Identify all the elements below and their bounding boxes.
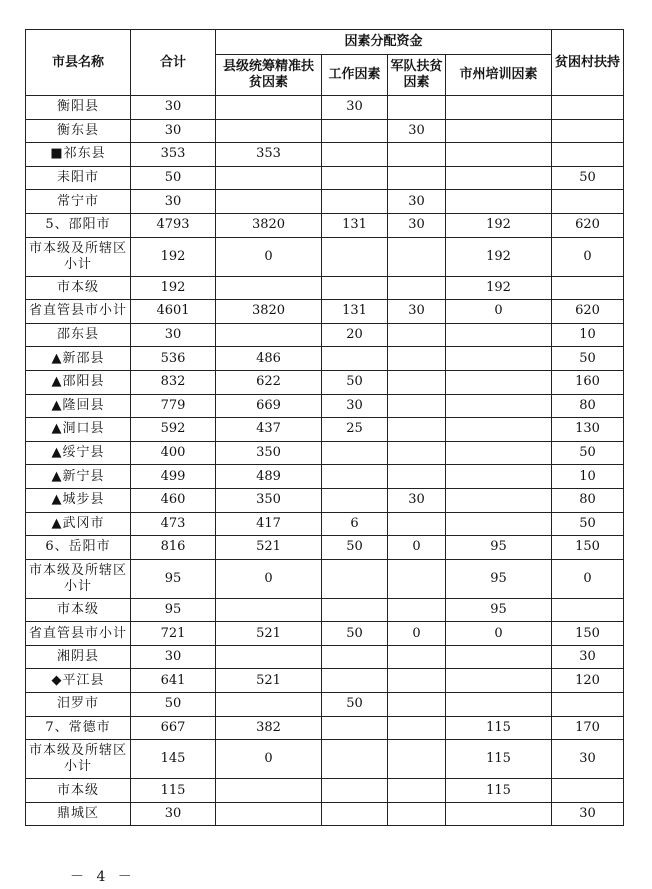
cell-name: 湘阴县	[26, 645, 131, 669]
cell-village: 50	[552, 512, 624, 536]
cell-county	[216, 645, 322, 669]
cell-training: 0	[446, 300, 552, 324]
cell-village	[552, 276, 624, 300]
cell-army	[388, 418, 446, 442]
cell-work	[322, 740, 388, 779]
cell-work: 131	[322, 300, 388, 324]
table-row	[26, 740, 624, 779]
cell-work: 30	[322, 394, 388, 418]
cell-army	[388, 370, 446, 394]
cell-total: 50	[131, 693, 216, 717]
cell-total: 192	[131, 276, 216, 300]
cell-village: 30	[552, 740, 624, 779]
cell-work: 6	[322, 512, 388, 536]
cell-village	[552, 190, 624, 214]
cell-training: 192	[446, 237, 552, 276]
cell-county: 669	[216, 394, 322, 418]
page-number: － 4 －	[70, 869, 136, 885]
cell-county	[216, 323, 322, 347]
cell-village	[552, 693, 624, 717]
table-row	[26, 418, 624, 442]
cell-army	[388, 802, 446, 826]
cell-county: 3820	[216, 213, 322, 237]
cell-village: 150	[552, 622, 624, 646]
table-row	[26, 645, 624, 669]
cell-army: 30	[388, 488, 446, 512]
table-row	[26, 693, 624, 717]
table-row	[26, 276, 624, 300]
cell-name: 衡阳县	[26, 96, 131, 120]
cell-name: ▲新邵县	[26, 347, 131, 371]
cell-name: 市本级及所辖区小计	[26, 559, 131, 598]
table-row	[26, 143, 624, 167]
cell-county	[216, 598, 322, 622]
cell-training: 95	[446, 536, 552, 560]
cell-village: 50	[552, 166, 624, 190]
cell-training	[446, 645, 552, 669]
cell-village: 620	[552, 213, 624, 237]
cell-training	[446, 119, 552, 143]
cell-total: 4793	[131, 213, 216, 237]
cell-name: ▲隆回县	[26, 394, 131, 418]
table-row	[26, 119, 624, 143]
cell-name: 市本级	[26, 276, 131, 300]
cell-county	[216, 802, 322, 826]
cell-work	[322, 237, 388, 276]
cell-total: 145	[131, 740, 216, 779]
cell-total: 115	[131, 779, 216, 803]
cell-village: 170	[552, 716, 624, 740]
table-row	[26, 598, 624, 622]
cell-county: 489	[216, 465, 322, 489]
cell-county: 521	[216, 536, 322, 560]
cell-total: 4601	[131, 300, 216, 324]
cell-county: 521	[216, 669, 322, 693]
cell-army	[388, 559, 446, 598]
cell-total: 30	[131, 645, 216, 669]
cell-village	[552, 598, 624, 622]
table-row	[26, 166, 624, 190]
cell-work	[322, 276, 388, 300]
cell-total: 816	[131, 536, 216, 560]
cell-county	[216, 166, 322, 190]
cell-army: 30	[388, 119, 446, 143]
cell-army	[388, 237, 446, 276]
cell-army	[388, 276, 446, 300]
cell-name: 市本级及所辖区小计	[26, 237, 131, 276]
cell-work	[322, 559, 388, 598]
cell-village: 80	[552, 488, 624, 512]
table-row	[26, 300, 624, 324]
cell-training	[446, 488, 552, 512]
header-factor-group: 因素分配资金	[216, 30, 552, 55]
allocation-table	[25, 29, 624, 826]
cell-work	[322, 119, 388, 143]
cell-army	[388, 96, 446, 120]
cell-name: 常宁市	[26, 190, 131, 214]
cell-work	[322, 645, 388, 669]
table-row	[26, 716, 624, 740]
cell-village: 80	[552, 394, 624, 418]
table-row	[26, 669, 624, 693]
cell-total: 641	[131, 669, 216, 693]
cell-training	[446, 669, 552, 693]
cell-total: 721	[131, 622, 216, 646]
table-row	[26, 213, 624, 237]
cell-army	[388, 716, 446, 740]
table-row	[26, 394, 624, 418]
cell-training	[446, 96, 552, 120]
table-body	[26, 96, 624, 826]
cell-army	[388, 441, 446, 465]
cell-total: 832	[131, 370, 216, 394]
cell-village: 120	[552, 669, 624, 693]
cell-county: 0	[216, 237, 322, 276]
cell-total: 499	[131, 465, 216, 489]
cell-total: 536	[131, 347, 216, 371]
cell-army	[388, 465, 446, 489]
cell-name: 省直管县市小计	[26, 622, 131, 646]
cell-name: ▲武冈市	[26, 512, 131, 536]
cell-work	[322, 143, 388, 167]
cell-training	[446, 465, 552, 489]
cell-village: 10	[552, 323, 624, 347]
cell-county	[216, 276, 322, 300]
cell-work	[322, 488, 388, 512]
table-row	[26, 559, 624, 598]
cell-total: 460	[131, 488, 216, 512]
cell-training: 192	[446, 213, 552, 237]
cell-work	[322, 190, 388, 214]
cell-village: 150	[552, 536, 624, 560]
cell-county: 417	[216, 512, 322, 536]
cell-army: 0	[388, 536, 446, 560]
table-row	[26, 488, 624, 512]
cell-work	[322, 802, 388, 826]
cell-army	[388, 166, 446, 190]
cell-work	[322, 465, 388, 489]
cell-name: 汨罗市	[26, 693, 131, 717]
cell-training	[446, 347, 552, 371]
cell-total: 30	[131, 96, 216, 120]
cell-training	[446, 370, 552, 394]
table-row	[26, 465, 624, 489]
cell-army	[388, 323, 446, 347]
cell-training	[446, 693, 552, 717]
cell-training	[446, 418, 552, 442]
cell-training: 115	[446, 740, 552, 779]
cell-work: 20	[322, 323, 388, 347]
cell-total: 30	[131, 119, 216, 143]
cell-army	[388, 645, 446, 669]
cell-total: 95	[131, 598, 216, 622]
cell-name: 6、岳阳市	[26, 536, 131, 560]
cell-village: 30	[552, 645, 624, 669]
table-row	[26, 323, 624, 347]
cell-training	[446, 190, 552, 214]
cell-name: ■祁东县	[26, 143, 131, 167]
cell-name: 市本级	[26, 598, 131, 622]
cell-work	[322, 716, 388, 740]
cell-name: ▲城步县	[26, 488, 131, 512]
table-row	[26, 779, 624, 803]
cell-county: 350	[216, 441, 322, 465]
cell-work	[322, 779, 388, 803]
cell-training	[446, 512, 552, 536]
cell-total: 50	[131, 166, 216, 190]
cell-training	[446, 323, 552, 347]
cell-name: ◆平江县	[26, 669, 131, 693]
cell-army	[388, 512, 446, 536]
cell-name: ▲邵阳县	[26, 370, 131, 394]
cell-name: 耒阳市	[26, 166, 131, 190]
cell-county: 622	[216, 370, 322, 394]
cell-training: 95	[446, 598, 552, 622]
cell-county: 0	[216, 559, 322, 598]
cell-army	[388, 143, 446, 167]
cell-county: 0	[216, 740, 322, 779]
table-row	[26, 96, 624, 120]
cell-army: 30	[388, 213, 446, 237]
cell-name: ▲洞口县	[26, 418, 131, 442]
cell-work	[322, 598, 388, 622]
cell-county: 521	[216, 622, 322, 646]
table-row	[26, 512, 624, 536]
cell-name: 市本级	[26, 779, 131, 803]
cell-army: 30	[388, 190, 446, 214]
cell-work	[322, 441, 388, 465]
cell-county: 353	[216, 143, 322, 167]
cell-name: 7、常德市	[26, 716, 131, 740]
cell-work: 50	[322, 536, 388, 560]
cell-village	[552, 119, 624, 143]
cell-county	[216, 96, 322, 120]
cell-army	[388, 740, 446, 779]
header-training: 市州培训因素	[446, 55, 552, 96]
cell-training: 115	[446, 716, 552, 740]
table-row	[26, 190, 624, 214]
cell-village: 620	[552, 300, 624, 324]
cell-army	[388, 693, 446, 717]
cell-work	[322, 669, 388, 693]
cell-name: 衡东县	[26, 119, 131, 143]
cell-name: ▲绥宁县	[26, 441, 131, 465]
header-village: 贫困村扶持	[552, 30, 624, 96]
cell-training: 95	[446, 559, 552, 598]
cell-total: 30	[131, 190, 216, 214]
cell-training: 0	[446, 622, 552, 646]
table-row	[26, 536, 624, 560]
cell-name: 鼎城区	[26, 802, 131, 826]
cell-village: 10	[552, 465, 624, 489]
cell-village	[552, 779, 624, 803]
cell-total: 400	[131, 441, 216, 465]
cell-army	[388, 669, 446, 693]
header-name: 市县名称	[26, 30, 131, 96]
cell-army	[388, 598, 446, 622]
cell-work: 50	[322, 370, 388, 394]
cell-county	[216, 779, 322, 803]
table-row	[26, 237, 624, 276]
cell-work: 30	[322, 96, 388, 120]
cell-county: 382	[216, 716, 322, 740]
cell-total: 30	[131, 802, 216, 826]
cell-village: 0	[552, 559, 624, 598]
cell-county: 3820	[216, 300, 322, 324]
cell-training	[446, 166, 552, 190]
cell-village	[552, 143, 624, 167]
cell-army	[388, 394, 446, 418]
cell-total: 473	[131, 512, 216, 536]
cell-army: 0	[388, 622, 446, 646]
cell-county	[216, 119, 322, 143]
cell-village: 50	[552, 441, 624, 465]
cell-village: 130	[552, 418, 624, 442]
cell-name: 省直管县市小计	[26, 300, 131, 324]
cell-army	[388, 779, 446, 803]
table-row	[26, 622, 624, 646]
cell-training	[446, 802, 552, 826]
cell-county	[216, 190, 322, 214]
cell-army: 30	[388, 300, 446, 324]
table-row	[26, 802, 624, 826]
table-row	[26, 347, 624, 371]
cell-name: 邵东县	[26, 323, 131, 347]
cell-total: 592	[131, 418, 216, 442]
cell-county: 350	[216, 488, 322, 512]
cell-village: 0	[552, 237, 624, 276]
cell-work: 131	[322, 213, 388, 237]
cell-county: 437	[216, 418, 322, 442]
cell-county	[216, 693, 322, 717]
cell-total: 30	[131, 323, 216, 347]
cell-village: 160	[552, 370, 624, 394]
header-county: 县级统筹精准扶贫因素	[216, 55, 322, 96]
cell-total: 95	[131, 559, 216, 598]
cell-total: 779	[131, 394, 216, 418]
cell-work	[322, 347, 388, 371]
cell-name: 5、邵阳市	[26, 213, 131, 237]
cell-training	[446, 394, 552, 418]
cell-village: 50	[552, 347, 624, 371]
cell-training	[446, 143, 552, 167]
cell-name: 市本级及所辖区小计	[26, 740, 131, 779]
cell-village: 30	[552, 802, 624, 826]
table-row	[26, 441, 624, 465]
table-row	[26, 370, 624, 394]
cell-work: 50	[322, 693, 388, 717]
header-total: 合计	[131, 30, 216, 96]
cell-work: 25	[322, 418, 388, 442]
cell-army	[388, 347, 446, 371]
cell-work: 50	[322, 622, 388, 646]
header-army: 军队扶贫因素	[388, 55, 446, 96]
cell-training: 192	[446, 276, 552, 300]
cell-training: 115	[446, 779, 552, 803]
cell-name: ▲新宁县	[26, 465, 131, 489]
cell-village	[552, 96, 624, 120]
header-work: 工作因素	[322, 55, 388, 96]
cell-county: 486	[216, 347, 322, 371]
cell-total: 353	[131, 143, 216, 167]
cell-total: 192	[131, 237, 216, 276]
cell-training	[446, 441, 552, 465]
cell-work	[322, 166, 388, 190]
cell-total: 667	[131, 716, 216, 740]
